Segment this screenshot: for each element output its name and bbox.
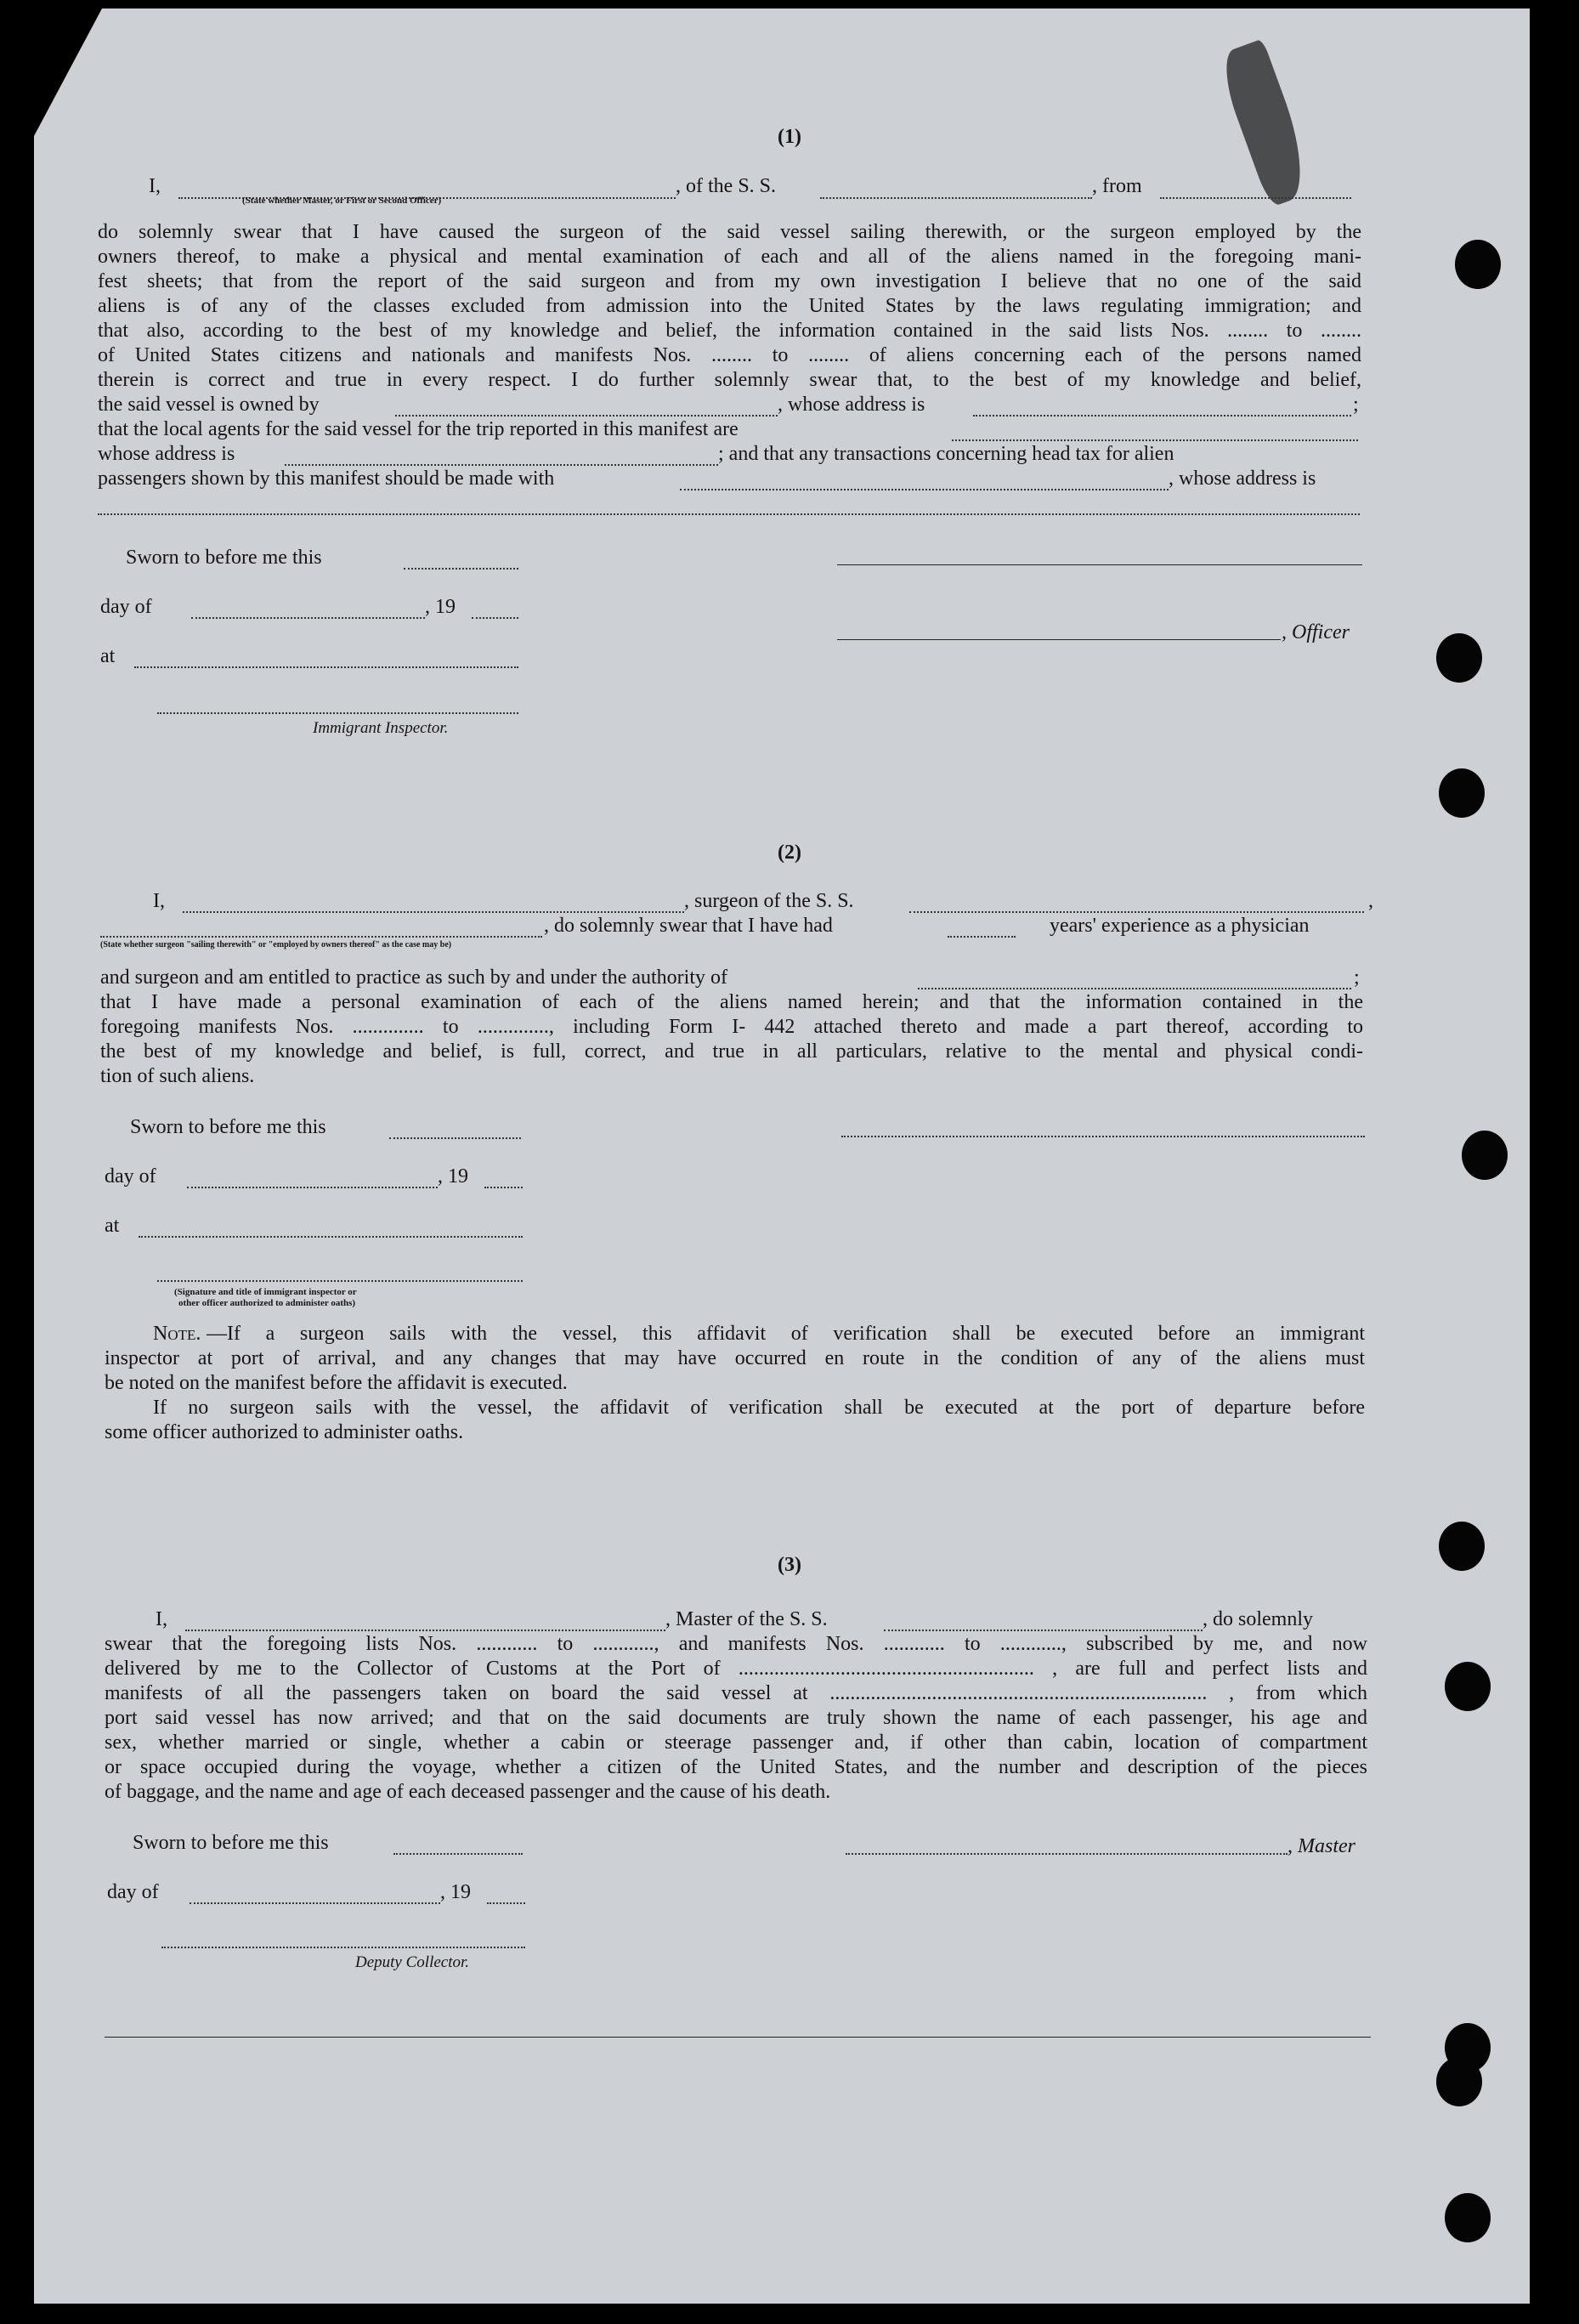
local-agents-label: that the local agents for the said vessel for the trip reported in this manifest are xyxy=(98,418,739,440)
year-blank xyxy=(484,1187,523,1188)
head-tax-contact-blank xyxy=(680,489,1169,490)
sworn-label: Sworn to before me this xyxy=(130,1116,326,1138)
body-line: the best of my knowledge and belief, is full, correct, and true in all particulars, relative to the mental and physical condi- xyxy=(100,1040,1363,1063)
deputy-collector-label: Deputy Collector. xyxy=(355,1953,470,1971)
do-solemnly-text: , do solemnly swear that I have had xyxy=(544,915,833,937)
body-line-last: tion of such aliens. xyxy=(100,1065,255,1087)
surgeon-signature-line xyxy=(841,1136,1365,1137)
authority-blank xyxy=(918,988,1351,989)
day-of-blank xyxy=(190,1902,440,1904)
semicolon: ; xyxy=(1353,394,1359,416)
oath-i: I, xyxy=(156,1608,167,1630)
torn-corner xyxy=(34,9,102,136)
section-1-heading: (1) xyxy=(778,126,801,148)
years-experience-text: years' experience as a physician xyxy=(1050,915,1310,937)
years-blank xyxy=(948,936,1016,938)
year-label: , 19 xyxy=(440,1881,471,1903)
authority-text: and surgeon and am entitled to practice as such by and under the authority of xyxy=(100,966,727,989)
body-line: aliens is of any of the classes excluded from admission into the United States by the laws regulating immigration; and xyxy=(98,295,1361,317)
day-of-label: day of xyxy=(107,1881,159,1903)
whose-address-label-3: , whose address is xyxy=(1169,468,1316,490)
note-line: —If a surgeon sails with the vessel, this affidavit of verification shall be executed before an immigrant xyxy=(207,1323,1365,1345)
surgeon-name-blank xyxy=(183,911,684,913)
agent-address-label: whose address is xyxy=(98,443,235,465)
do-solemnly-label: , do solemnly xyxy=(1203,1608,1313,1630)
master-of-label: , Master of the S. S. xyxy=(665,1608,828,1630)
owner-blank xyxy=(395,415,778,417)
head-tax-text: ; and that any transactions concerning head tax for alien xyxy=(718,443,1174,465)
sworn-day-blank xyxy=(404,568,518,570)
note2-line: If no surgeon sails with the vessel, the affidavit of verification shall be executed at the port of departure before xyxy=(153,1397,1365,1419)
year-label: , 19 xyxy=(425,596,456,618)
sworn-label: Sworn to before me this xyxy=(126,547,322,569)
from-port-blank xyxy=(1160,197,1351,199)
punch-hole xyxy=(1455,240,1501,289)
at-blank xyxy=(139,1236,523,1238)
day-of-blank xyxy=(191,617,425,619)
body-line: owners thereof, to make a physical and mental examination of each and all of the aliens named in the foregoing mani- xyxy=(98,246,1361,268)
officer-signature-line xyxy=(837,564,1362,565)
owned-by-label: the said vessel is owned by xyxy=(98,394,320,416)
bottom-rule xyxy=(105,2037,1371,2038)
day-of-label: day of xyxy=(105,1165,156,1188)
sworn-label: Sworn to before me this xyxy=(133,1832,329,1854)
whose-address-label: , whose address is xyxy=(778,394,925,416)
from-label: , from xyxy=(1092,175,1142,197)
body-line: or space occupied during the voyage, whether a citizen of the United States, and the number and description of the pieces xyxy=(105,1756,1367,1778)
of-the-ss-label: , of the S. S. xyxy=(676,175,777,197)
punch-hole xyxy=(1439,768,1485,818)
master-label: , Master xyxy=(1288,1835,1355,1857)
section-3-heading: (3) xyxy=(778,1554,801,1576)
officer-rank-note: (State whether Master, or First or Second Officer) xyxy=(242,196,442,206)
punch-hole xyxy=(1445,2193,1491,2242)
officer-line xyxy=(837,639,1281,640)
passengers-text: passengers shown by this manifest should be made with xyxy=(98,468,555,490)
punch-hole xyxy=(1436,2057,1482,2106)
surgeon-vessel-blank xyxy=(909,911,1364,913)
master-vessel-blank xyxy=(884,1630,1203,1631)
owner-address-blank xyxy=(973,415,1351,417)
at-label: at xyxy=(105,1215,120,1237)
immigrant-inspector-label: Immigrant Inspector. xyxy=(313,719,449,737)
year-label: , 19 xyxy=(438,1165,468,1188)
body-line: manifests of all the passengers taken on board the said vessel at .......................................................................... , from which xyxy=(105,1682,1367,1704)
vessel-name-blank xyxy=(820,197,1092,199)
surgeon-status-blank xyxy=(100,936,542,938)
collector-signature-line xyxy=(161,1947,525,1948)
inspector-signature-line xyxy=(157,1280,523,1282)
signature-note-2: other officer authorized to administer oaths) xyxy=(178,1298,356,1308)
at-blank xyxy=(134,666,518,668)
note-label: Note. xyxy=(153,1323,201,1345)
note2-line-last: some officer authorized to administer oaths. xyxy=(105,1421,464,1443)
body-line: swear that the foregoing lists Nos. ............ to ............, and manifests Nos. ............ to ............, subscribed by me, and now xyxy=(105,1633,1367,1655)
inspector-signature-line xyxy=(157,712,518,714)
body-line: foregoing manifests Nos. .............. to .............., including Form I- 442 attached thereto and made a part thereof, according to xyxy=(100,1016,1363,1038)
officer-label: , Officer xyxy=(1282,621,1350,643)
comma: , xyxy=(1368,890,1373,912)
at-label: at xyxy=(100,645,116,667)
signature-note-1: (Signature and title of immigrant inspector or xyxy=(174,1287,357,1297)
sworn-day-blank xyxy=(389,1137,521,1139)
oath-i: I, xyxy=(153,890,165,912)
punch-hole xyxy=(1462,1131,1508,1180)
local-agents-blank xyxy=(952,439,1358,441)
year-blank xyxy=(472,617,518,619)
body-line: port said vessel has now arrived; and that on the said documents are truly shown the name of each passenger, his age and xyxy=(105,1707,1367,1729)
day-of-label: day of xyxy=(100,596,152,618)
body-line: do solemnly swear that I have caused the surgeon of the said vessel sailing therewith, or the surgeon employed by the xyxy=(98,221,1361,243)
master-name-blank xyxy=(185,1630,665,1631)
body-line-last: of baggage, and the name and age of each deceased passenger and the cause of his death. xyxy=(105,1781,831,1803)
punch-hole xyxy=(1436,633,1482,683)
ink-stain xyxy=(1214,38,1317,207)
body-line: of United States citizens and nationals and manifests Nos. ........ to ........ of aliens concerning each of the persons named xyxy=(98,344,1361,366)
master-signature-line xyxy=(846,1853,1288,1855)
semicolon: ; xyxy=(1354,966,1360,989)
sworn-day-blank xyxy=(393,1853,523,1855)
body-line: that I have made a personal examination of each of the aliens named herein; and that the information contained in the xyxy=(100,991,1363,1013)
section-2-heading: (2) xyxy=(778,842,801,864)
year-blank xyxy=(487,1902,525,1904)
note-line-last: be noted on the manifest before the affidavit is executed. xyxy=(105,1372,568,1394)
head-tax-address-blank xyxy=(98,513,1360,515)
punch-hole xyxy=(1445,1662,1491,1711)
agent-address-blank xyxy=(285,464,718,466)
surgeon-of-label: , surgeon of the S. S. xyxy=(684,890,854,912)
body-line: that also, according to the best of my knowledge and belief, the information contained in the said lists Nos. ........ to ........ xyxy=(98,320,1361,342)
note-line: inspector at port of arrival, and any changes that may have occurred en route in the condition of any of the aliens must xyxy=(105,1347,1365,1369)
day-of-blank xyxy=(187,1187,438,1188)
surgeon-status-note: (State whether surgeon "sailing therewith" or "employed by owners thereof" as the case may be) xyxy=(100,940,452,949)
oath-i: I, xyxy=(149,175,161,197)
body-line: therein is correct and true in every respect. I do further solemnly swear that, to the best of my knowledge and belief, xyxy=(98,369,1361,391)
body-line: sex, whether married or single, whether a cabin or steerage passenger and, if other than cabin, location of compartment xyxy=(105,1732,1367,1754)
body-line: delivered by me to the Collector of Customs at the Port of .......................................................... , are full and perfect lists and xyxy=(105,1658,1367,1680)
body-line: fest sheets; that from the report of the said surgeon and from my own investigation I believe that no one of the said xyxy=(98,270,1361,292)
